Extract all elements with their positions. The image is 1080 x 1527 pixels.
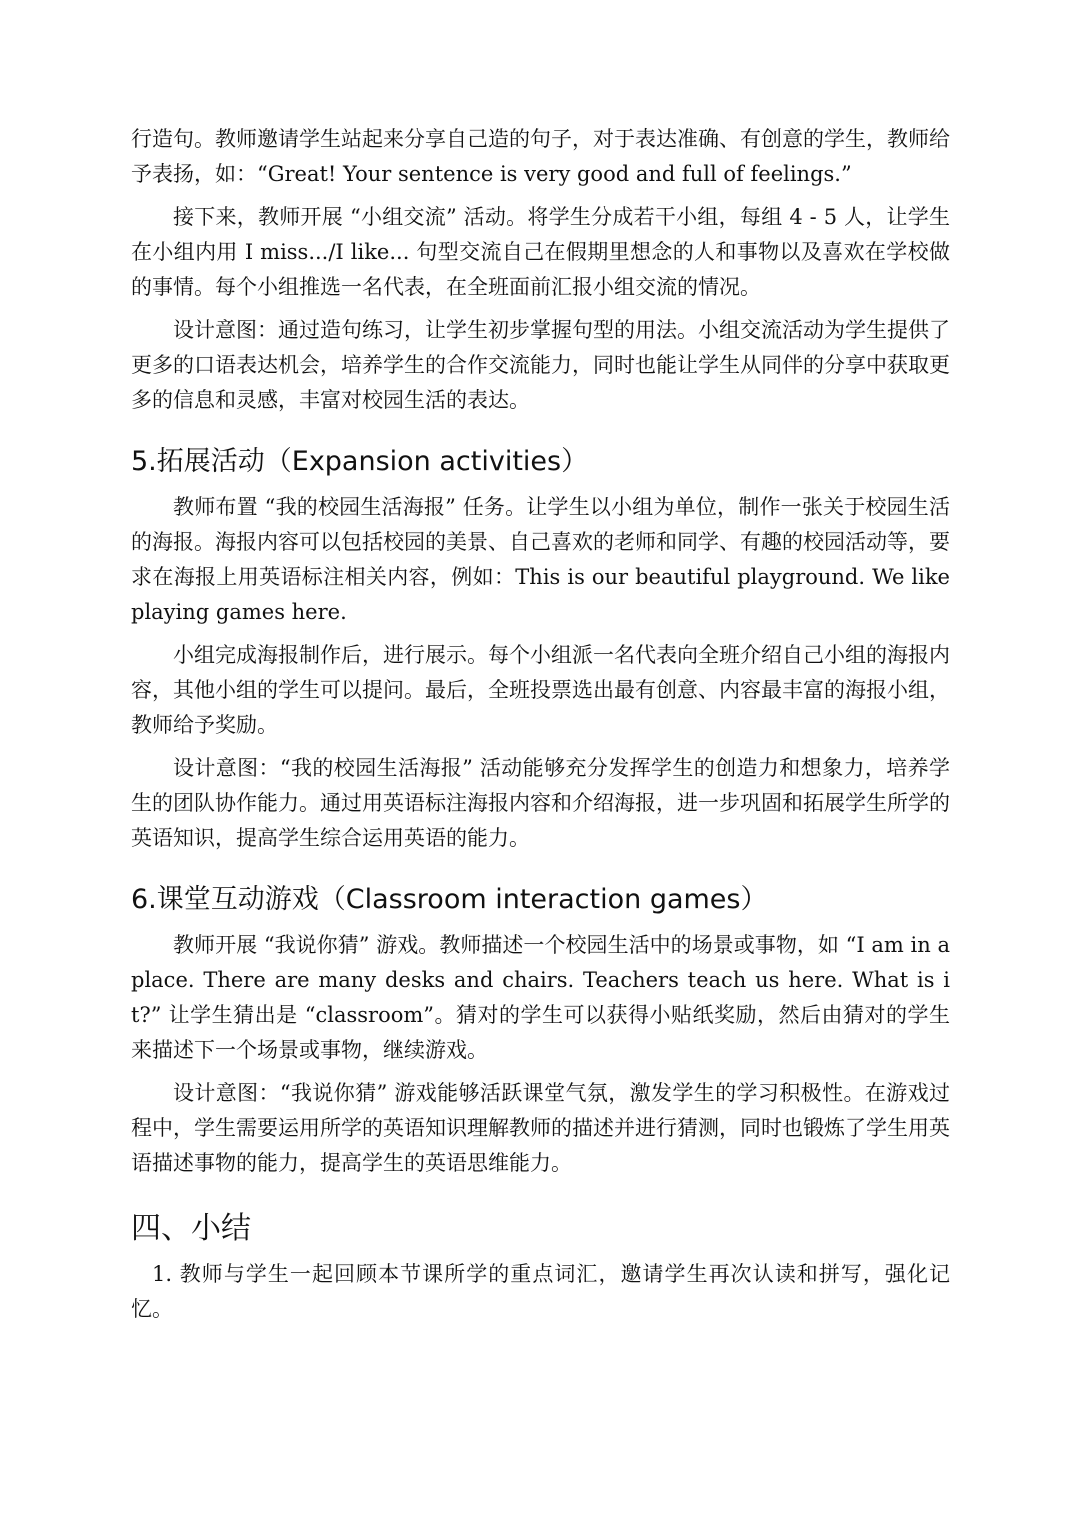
paragraph-guess-game: 教师开展 “我说你猜” 游戏。教师描述一个校园生活中的场景或事物，如 “I am in a place. There are many desks and chairs. Teachers teach us here. What is it?” 让学生猜出是 “classroom”。猜对的学生可以获得小贴纸奖励，然后由猜对的学生来描述下一个场景或事物，继续游戏。 <box>131 933 950 1062</box>
paragraph-group-exchange: 接下来，教师开展 “小组交流” 活动。将学生分成若干小组，每组 4 - 5 人，让学生在小组内用 I miss.../I like... 句型交流自己在假期里想念的人和事物以及喜欢在学校做的事情。每个小组推选一名代表，在全班面前汇报小组交流的情况。 <box>131 205 950 299</box>
document-page <box>131 122 950 1335</box>
paragraph-continuation: 行造句。教师邀请学生站起来分享自己造的句子，对于表达准确、有创意的学生，教师给予表扬，如：“Great! Your sentence is very good and full of feelings.” <box>131 127 950 186</box>
paragraph-game-intent: 设计意图：“我说你猜” 游戏能够活跃课堂气氛，激发学生的学习积极性。在游戏过程中，学生需要运用所学的英语知识理解教师的描述并进行猜测，同时也锻炼了学生用英语描述事物的能力，提高学生的英语思维能力。 <box>131 1081 950 1175</box>
section-heading-expansion: 5.拓展活动（Expansion activities） <box>131 446 589 477</box>
summary-item: 1. 教师与学生一起回顾本节课所学的重点词汇，邀请学生再次认读和拼写，强化记忆。 <box>131 1262 950 1321</box>
paragraph-design-intent: 设计意图：通过造句练习，让学生初步掌握句型的用法。小组交流活动为学生提供了更多的口语表达机会，培养学生的合作交流能力，同时也能让学生从同伴的分享中获取更多的信息和灵感，丰富对校园生活的表达。 <box>131 318 950 412</box>
summary-heading: 四、小结 <box>131 1211 251 1246</box>
section-heading-games: 6.课堂互动游戏（Classroom interaction games） <box>131 884 768 915</box>
paragraph-poster-intent: 设计意图：“我的校园生活海报” 活动能够充分发挥学生的创造力和想象力，培养学生的团队协作能力。通过用英语标注海报内容和介绍海报，进一步巩固和拓展学生所学的英语知识，提高学生综合运用英语的能力。 <box>131 756 950 850</box>
paragraph-poster-show: 小组完成海报制作后，进行展示。每个小组派一名代表向全班介绍自己小组的海报内容，其他小组的学生可以提问。最后，全班投票选出最有创意、内容最丰富的海报小组，教师给予奖励。 <box>131 643 950 737</box>
paragraph-poster-task: 教师布置 “我的校园生活海报” 任务。让学生以小组为单位，制作一张关于校园生活的海报。海报内容可以包括校园的美景、自己喜欢的老师和同学、有趣的校园活动等，要求在海报上用英语标注相关内容，例如：This is our beautiful playground. We like playing games here. <box>131 495 950 624</box>
